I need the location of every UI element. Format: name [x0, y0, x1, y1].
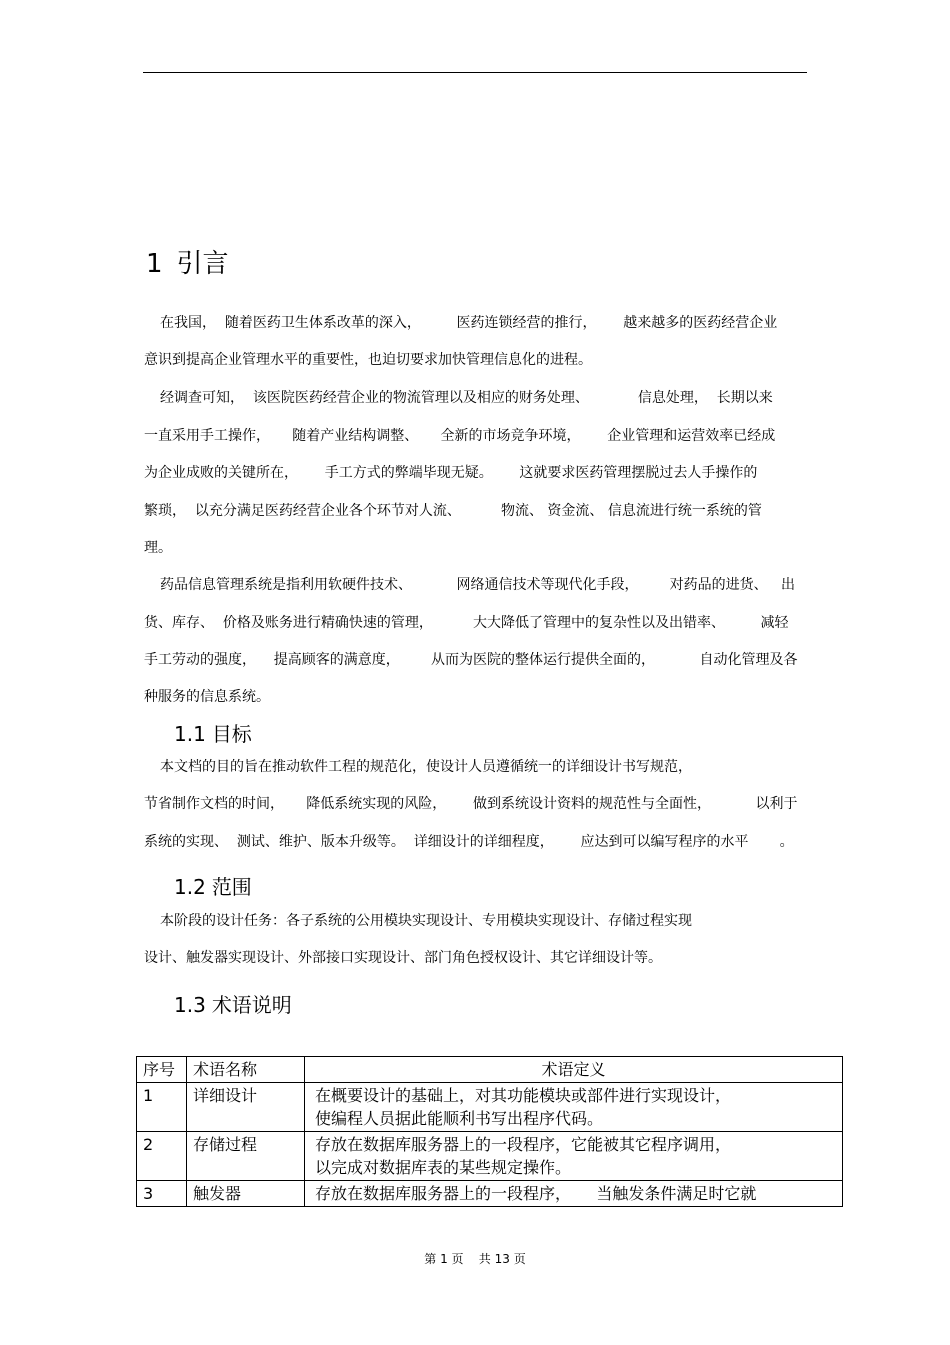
text-line: 货、库存、 价格及账务进行精确快速的管理， 大大降低了管理中的复杂性以及出错率、 减轻 — [144, 615, 789, 631]
header-rule — [143, 72, 807, 73]
heading-title: 范围 — [211, 875, 252, 899]
text-line: 本文档的目的旨在推动软件工程的规范化，使设计人员遵循统一的详细设计书写规范， — [160, 759, 692, 775]
cell-name: 存储过程 — [187, 1132, 305, 1181]
table-row — [137, 1083, 843, 1132]
heading-title: 引言 — [176, 249, 229, 279]
table-header-row — [137, 1057, 843, 1083]
terms-table — [136, 1056, 843, 1207]
header-no: 序号 — [137, 1057, 187, 1083]
definition-line: 存放在数据库服务器上的一段程序， 当触发条件满足时它就 — [315, 1184, 757, 1203]
text-line: 系统的实现、 测试、维护、版本升级等。 详细设计的详细程度， 应达到可以编写程序的水平 。 — [144, 834, 794, 850]
text-line: 药品信息管理系统是指利用软硬件技术、 网络通信技术等现代化手段， 对药品的进货、 出 — [160, 577, 796, 593]
header-definition: 术语定义 — [305, 1057, 843, 1083]
text-line: 繁琐， 以充分满足医药经营企业各个环节对人流、 物流、 资金流、 信息流进行统一系统的管 — [144, 503, 762, 519]
text-line: 手工劳动的强度， 提高顾客的满意度， 从而为医院的整体运行提供全面的， 自动化管理及各 — [144, 652, 798, 668]
cell-no: 3 — [137, 1181, 187, 1207]
heading-title: 目标 — [211, 722, 252, 746]
heading-terms — [174, 990, 292, 1020]
text-line: 为企业成败的关键所在， 手工方式的弊端毕现无疑。 这就要求医药管理摆脱过去人手操作的 — [144, 465, 758, 481]
table-row — [137, 1132, 843, 1181]
text-line: 本阶段的设计任务：各子系统的公用模块实现设计、专用模块实现设计、存储过程实现 — [160, 913, 692, 929]
heading-number: 1 — [146, 249, 163, 279]
heading-number: 1.2 — [174, 875, 206, 899]
text-line: 种服务的信息系统。 — [144, 689, 270, 705]
cell-name: 触发器 — [187, 1181, 305, 1207]
table-row — [137, 1181, 843, 1207]
definition-line: 在概要设计的基础上，对其功能模块或部件进行实现设计， — [315, 1086, 732, 1105]
text-line: 经调查可知， 该医院医药经营企业的物流管理以及相应的财务处理、 信息处理， 长期以来 — [160, 390, 773, 406]
cell-definition — [305, 1083, 843, 1132]
heading-scope — [174, 872, 252, 902]
definition-line: 使编程人员据此能顺利书写出程序代码。 — [315, 1109, 604, 1128]
heading-introduction — [146, 244, 229, 284]
text-line: 在我国， 随着医药卫生体系改革的深入， 医药连锁经营的推行， 越来越多的医药经营企业 — [160, 315, 778, 331]
heading-title: 术语说明 — [211, 993, 292, 1017]
cell-no: 1 — [137, 1083, 187, 1132]
heading-number: 1.1 — [174, 722, 206, 746]
cell-definition — [305, 1132, 843, 1181]
cell-no: 2 — [137, 1132, 187, 1181]
heading-number: 1.3 — [174, 993, 206, 1017]
cell-definition — [305, 1181, 843, 1207]
cell-name: 详细设计 — [187, 1083, 305, 1132]
text-line: 设计、触发器实现设计、外部接口实现设计、部门角色授权设计、其它详细设计等。 — [144, 950, 662, 966]
text-line: 意识到提高企业管理水平的重要性，也迫切要求加快管理信息化的进程。 — [144, 352, 592, 368]
text-line: 一直采用手工操作， 随着产业结构调整、 全新的市场竞争环境， 企业管理和运营效率已经成 — [144, 428, 776, 444]
header-name: 术语名称 — [187, 1057, 305, 1083]
definition-line: 以完成对数据库表的某些规定操作。 — [315, 1158, 572, 1177]
heading-goal — [174, 719, 252, 749]
page-footer: 第 1 页 共 13 页 — [424, 1252, 526, 1266]
text-line: 节省制作文档的时间， 降低系统实现的风险， 做到系统设计资料的规范性与全面性， 以利于 — [144, 796, 798, 812]
text-line: 理。 — [144, 540, 172, 556]
definition-line: 存放在数据库服务器上的一段程序，它能被其它程序调用， — [315, 1135, 732, 1154]
